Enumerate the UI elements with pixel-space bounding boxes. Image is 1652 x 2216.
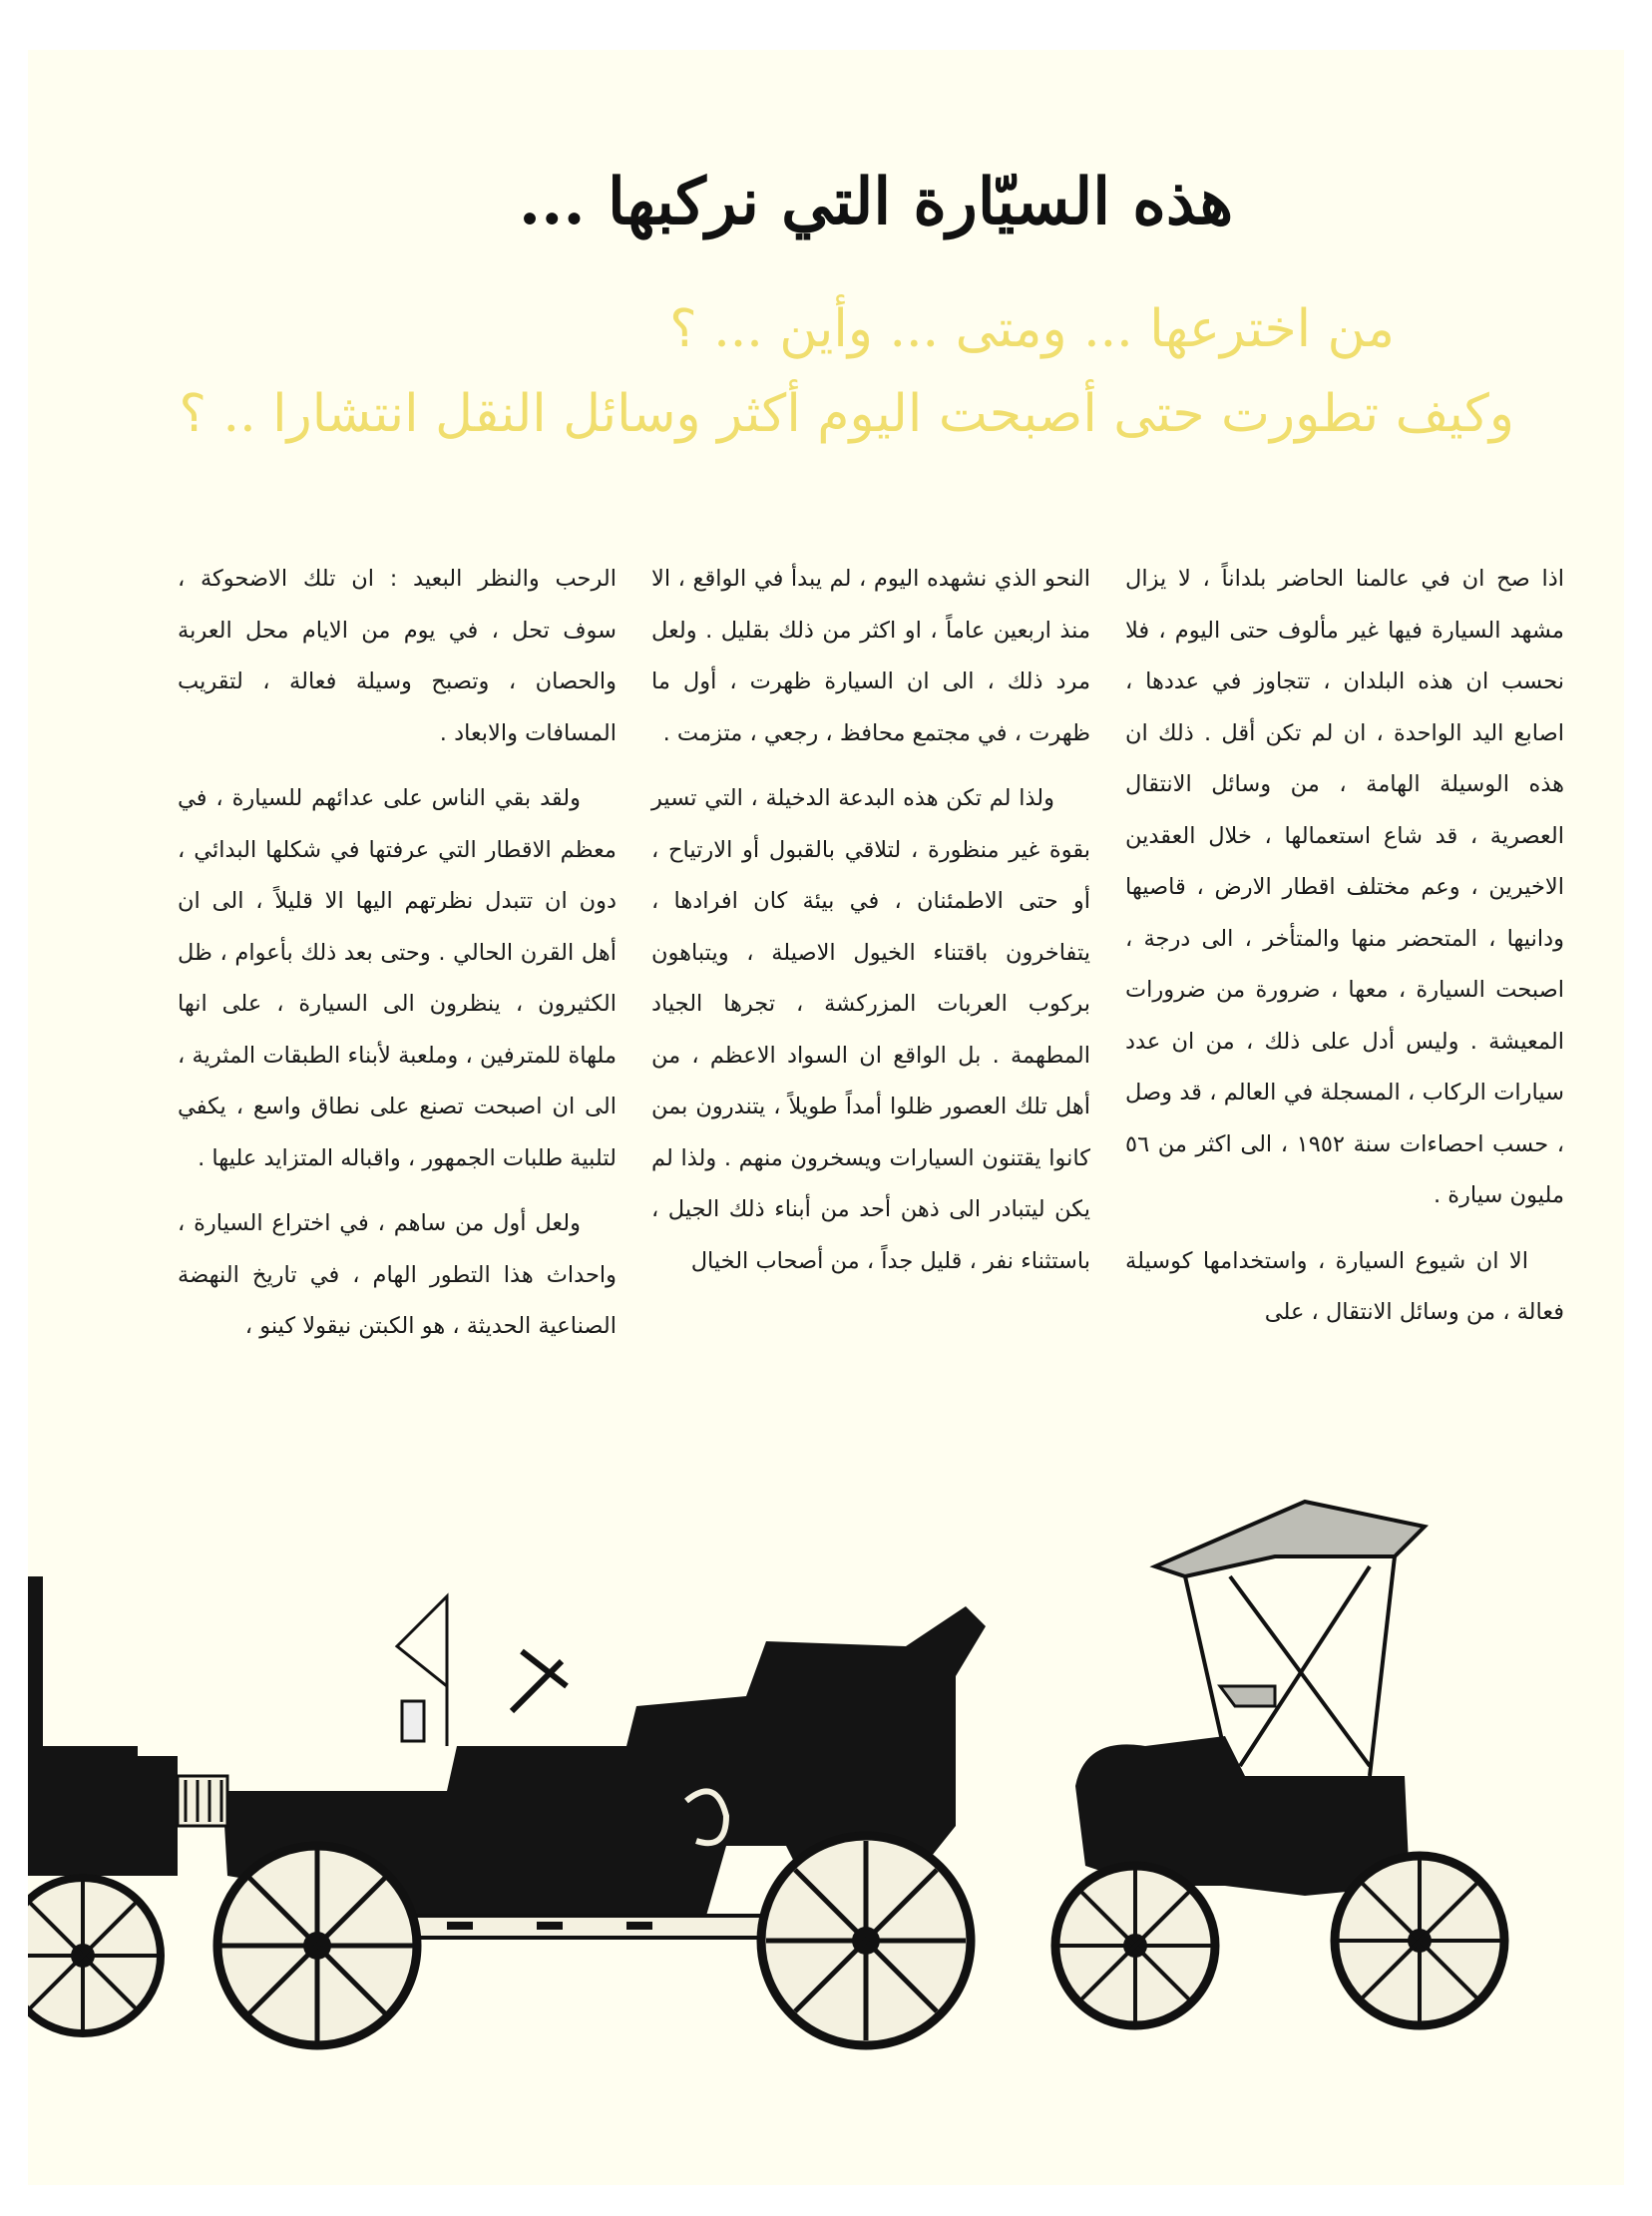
text-column-left (178, 554, 617, 1392)
vintage-cars-icon (28, 1447, 1624, 2145)
article-subtitle-line-1: من اخترعها ... ومتى ... وأين ... ؟ (669, 299, 1395, 359)
paragraph: ولعل أول من ساهم ، في اختراع السيارة ، واحداث هذا التطور الهام ، في تاريخ النهضة الصناعية الحديثة ، هو الكبتن نيقولا كينو ، (178, 1210, 617, 1339)
partial-car-left (28, 1576, 178, 2033)
article-title: هذه السيّارة التي نركبها ... (518, 165, 1234, 239)
touring-car (178, 1596, 986, 2045)
paragraph: ولقد بقي الناس على عدائهم للسيارة ، في معظم الاقطار التي عرفتها في شكلها البدائي ، دون ان تتبدل نظرتهم اليها الا قليلاً ، الى ان أهل القرن الحالي . وحتى بعد ذلك بأعوام ، ظل الكثيرون ، ينظرون الى السيارة ، على انها ملهاة للمترفين ، وملعبة لأبناء الطبقات المثرية ، الى ان اصبحت تصنع على نطاق واسع ، يكفي لتلبية طلبات الجمهور ، واقباله المتزايد عليها . (178, 785, 617, 1171)
paragraph: النحو الذي نشهده اليوم ، لم يبدأ في الواقع ، الا منذ اربعين عاماً ، او اكثر من ذلك بقليل . ولعل مرد ذلك ، الى ان السيارة ظهرت ، أول ما ظهرت ، في مجتمع محافظ ، رجعي ، متزمت . (651, 566, 1090, 746)
text-column-right (1125, 554, 1564, 1392)
article-body (178, 554, 1564, 1392)
runabout-car (1055, 1502, 1504, 2025)
vintage-cars-illustration (28, 1447, 1624, 2205)
paragraph: اذا صح ان في عالمنا الحاضر بلداناً ، لا يزال مشهد السيارة فيها غير مألوف حتى اليوم ، فلا نحسب ان هذه البلدان ، تتجاوز في عددها ، اصابع اليد الواحدة ، ان لم تكن أقل . ذلك ان هذه الوسيلة الهامة ، من وسائل الانتقال العصرية ، قد شاع استعمالها ، خلال العقدين الاخيرين ، وعم مختلف اقطار الارض ، قاصيها ودانيها ، المتحضر منها والمتأخر ، الى درجة ، اصبحت السيارة ، معها ، ضرورة من ضرورات المعيشة . وليس أدل على ذلك ، من ان عدد سيارات الركاب ، المسجلة في العالم ، قد وصل ، حسب احصاءات سنة ١٩٥٢ ، الى اكثر من ٥٦ مليون سيارة . (1125, 566, 1564, 1208)
article-subtitle-line-2: وكيف تطورت حتى أصبحت اليوم أكثر وسائل النقل انتشارا .. ؟ (179, 384, 1514, 444)
magazine-page (28, 50, 1624, 2185)
paragraph: الرحب والنظر البعيد : ان تلك الاضحوكة ، سوف تحل ، في يوم من الايام محل العربة والحصان ، وتصبح وسيلة فعالة ، لتقريب المسافات والابعاد . (178, 566, 617, 746)
paragraph: ولذا لم تكن هذه البدعة الدخيلة ، التي تسير بقوة غير منظورة ، لتلاقي بالقبول أو الارتياح ، أو حتى الاطمئنان ، في بيئة كان افرادها ، يتفاخرون باقتناء الخيول الاصيلة ، ويتباهون بركوب العربات المزركشة ، تجرها الجياد المطهمة . بل الواقع ان السواد الاعظم ، من أهل تلك العصور ظلوا أمداً طويلاً ، يتندرون بمن كانوا يقتنون السيارات ويسخرون منهم . ولذا لم يكن ليتبادر الى ذهن أحد من أبناء ذلك الجيل ، باستثناء نفر ، قليل جداً ، من أصحاب الخيال (651, 785, 1090, 1274)
text-column-middle (651, 554, 1090, 1392)
paragraph: الا ان شيوع السيارة ، واستخدامها كوسيلة فعالة ، من وسائل الانتقال ، على (1125, 1247, 1564, 1325)
